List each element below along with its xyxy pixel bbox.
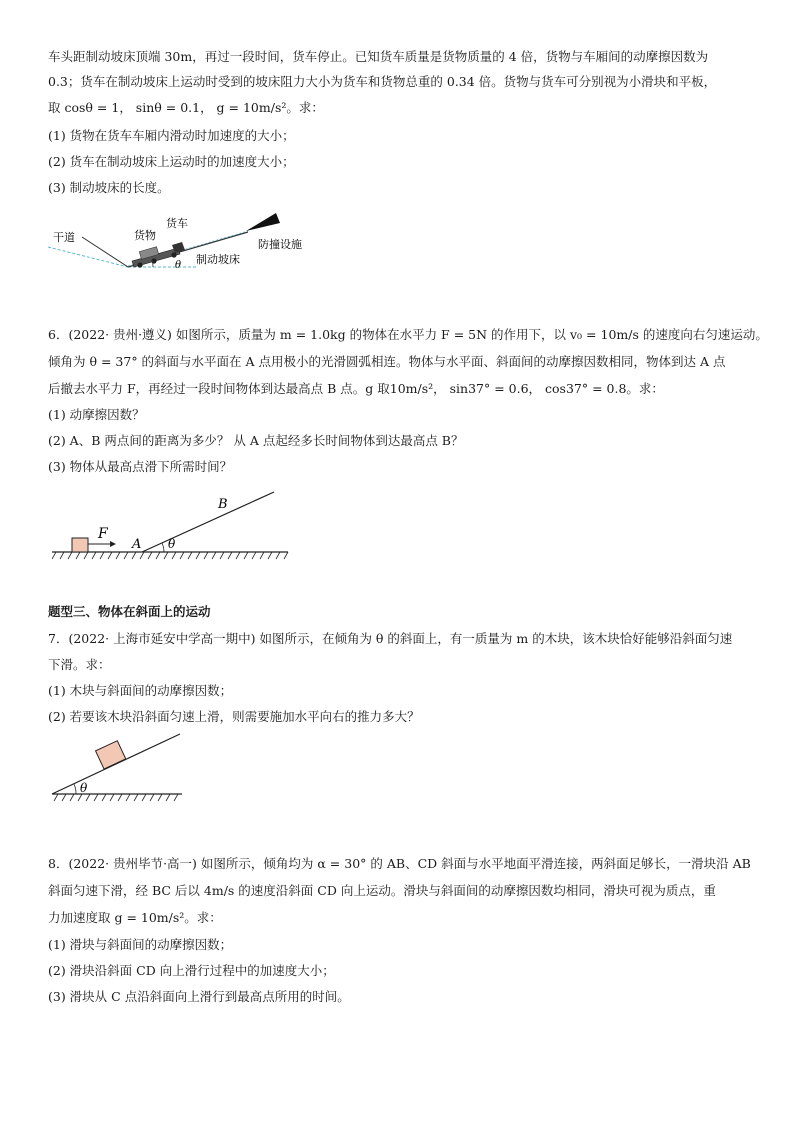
trunk-road-label: 干道 — [53, 231, 75, 244]
force-label: F — [98, 526, 108, 542]
force-arrowhead — [110, 541, 116, 547]
angle-label: θ — [168, 537, 176, 551]
problem-6-line-1: 6．(2022· 贵州·遵义) 如图所示，质量为 m = 1.0kg 的物体在水平力 F = 5N 的作用下，以 v₀ = 10m/s 的速度向右匀速运动。 — [48, 327, 768, 342]
problem-8-question-2: (2) 滑块沿斜面 CD 向上滑行过程中的加速度大小； — [48, 963, 335, 978]
cargo-label: 货物 — [134, 229, 156, 242]
problem-5-line-1: 车头距制动坡床顶端 30m，再过一段时间，货车停止。已知货车质量是货物质量的 4 倍，货物与车厢间的动摩擦因数为 — [48, 49, 709, 64]
problem-5-question-1: (1) 货物在货车车厢内滑动时加速度的大小； — [48, 128, 295, 143]
problem-8-question-1: (1) 滑块与斜面间的动摩擦因数； — [48, 937, 233, 952]
point-b-label: B — [218, 497, 228, 512]
problem-6-question-1: (1) 动摩擦因数？ — [48, 407, 145, 422]
problem-7-question-2: (2) 若要该木块沿斜面匀速上滑，则需要施加水平向右的推力多大？ — [48, 709, 420, 724]
problem-8-line-2: 斜面匀速下滑，经 BC 后以 4m/s 的速度沿斜面 CD 向上运动。滑块与斜面间的动摩擦因数均相同，滑块可视为质点，重 — [48, 883, 716, 898]
problem-7-line-1: 7．(2022· 上海市延安中学高一期中) 如图所示，在倾角为 θ 的斜面上，有一质量为 m 的木块，该木块恰好能够沿斜面匀速 — [48, 631, 733, 646]
problem-6-question-2: (2) A、B 两点间的距离为多少？ 从 A 点起经多长时间物体到达最高点 B？ — [48, 433, 464, 448]
problem-6-line-3: 后撤去水平力 F，再经过一段时间物体到达最高点 B 点。g 取10m/s²， sin37° = 0.6， cos37° = 0.8。求： — [48, 381, 664, 396]
angle-arc — [162, 543, 164, 552]
problem-6-line-2: 倾角为 θ = 37° 的斜面与水平面在 A 点用极小的光滑圆弧相连。物体与水平面、斜面间的动摩擦因数相同，物体到达 A 点 — [48, 354, 726, 369]
problem-8-question-3: (3) 滑块从 C 点沿斜面向上滑行到最高点所用的时间。 — [48, 989, 350, 1004]
trunk-road-dashed-line — [48, 247, 128, 267]
ground-hatching — [54, 794, 178, 801]
incline-figure-6 — [52, 488, 292, 566]
truck-ramp-figure — [48, 205, 328, 275]
problem-6-question-3: (3) 物体从最高点滑下所需时间？ — [48, 459, 233, 474]
problem-7-question-1: (1) 木块与斜面间的动摩擦因数； — [48, 683, 233, 698]
problem-5-question-3: (3) 制动坡床的长度。 — [48, 180, 170, 195]
ramp-label: 制动坡床 — [196, 253, 240, 266]
problem-7-line-2: 下滑。求： — [48, 657, 111, 672]
angle-label: θ — [175, 260, 182, 271]
block-shape — [96, 741, 126, 769]
point-a-label: A — [132, 537, 142, 552]
trunk-road-line — [82, 237, 128, 267]
barrier-label: 防撞设施 — [258, 238, 302, 251]
truck-label: 货车 — [166, 217, 188, 230]
problem-8-line-3: 力加速度取 g = 10m/s²。求： — [48, 910, 222, 925]
section-heading: 题型三、物体在斜面上的运动 — [48, 604, 211, 619]
incline-line — [142, 492, 274, 552]
problem-5-line-2: 0.3；货车在制动坡床上运动时受到的坡床阻力大小为货车和货物总重的 0.34 倍。货物与货车可分别视为小滑块和平板， — [48, 74, 717, 89]
problem-8-line-1: 8．(2022· 贵州毕节·高一) 如图所示，倾角均为 α = 30° 的 AB、CD 斜面与水平地面平滑连接，两斜面足够长，一滑块沿 AB — [48, 856, 751, 871]
angle-arc — [74, 784, 76, 794]
ground-hatching — [52, 552, 288, 559]
problem-5-question-2: (2) 货车在制动坡床上运动时的加速度大小； — [48, 154, 295, 169]
problem-5-line-3: 取 cosθ = 1， sinθ = 0.1， g = 10m/s²。求： — [48, 100, 324, 115]
block-shape — [72, 538, 88, 552]
incline-figure-7 — [50, 730, 190, 806]
barrier-shape — [246, 213, 280, 231]
angle-label: θ — [80, 781, 88, 795]
